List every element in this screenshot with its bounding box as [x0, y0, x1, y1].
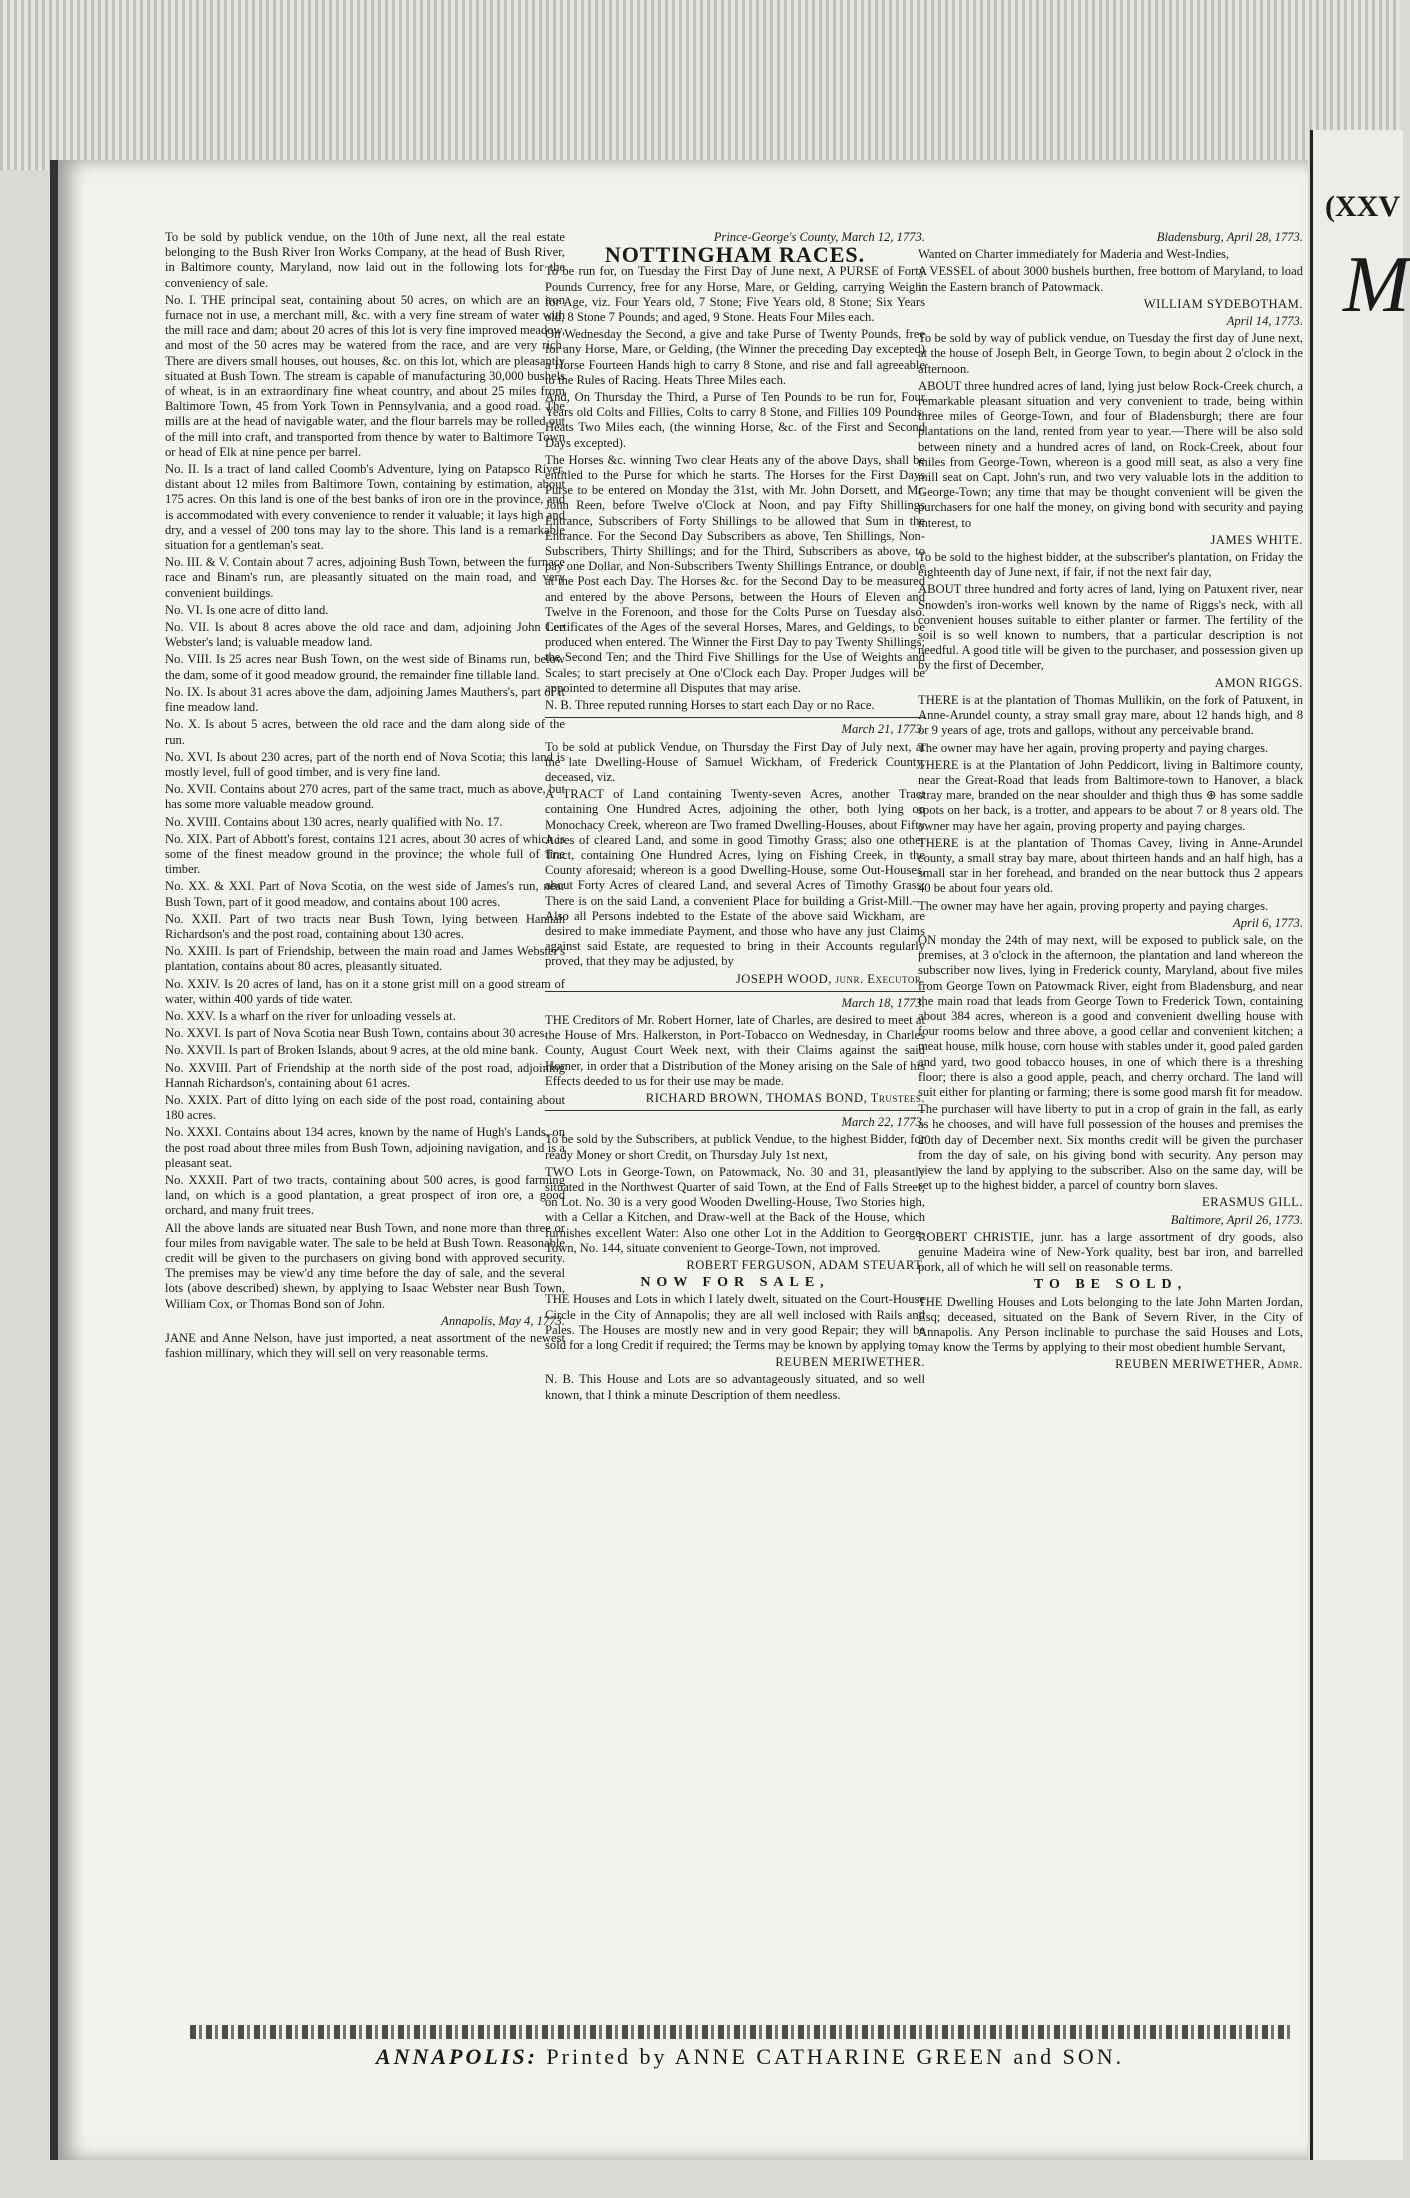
advertisement-text: To be sold by the Subscribers, at publick Vendue, to the highest Bidder, for ready Money or short Credit, on Thursday July 1st next, — [545, 1132, 925, 1162]
advertisement-text: THERE is at the plantation of Thomas Cavey, living in Anne-Arundel county, a small stray bay mare, about thirteen hands and an half high, has a small star in her forehead, and branded on the near buttock thus 2 appears 40 be about four years old. — [918, 835, 1303, 896]
column-divider-rule — [545, 1110, 925, 1111]
advertisement-text: THE Dwelling Houses and Lots belonging to the late John Marten Jordan, Esq; deceased, situated on the Bank of Severn River, in the City of Annapolis. Any Person inclinable to purchase the said Houses and Lots, may know the Terms by applying to their most obedient humble Servant, — [918, 1294, 1303, 1355]
advertisement-text: Wanted on Charter immediately for Maderia and West-Indies, — [918, 247, 1230, 262]
advertisement-text: On Wednesday the Second, a give and take Purse of Twenty Pounds, free for any Horse, Mare, or Gelding, (the Winner the preceding Day excepted) a Horse Fourteen Hands high to carry 8 Stone, and rise and fall agreeable to the Rules of Racing. Heats Three Miles each. — [545, 327, 925, 387]
advertisement-text: N. B. Three reputed running Horses to start each Day or no Race. — [545, 698, 875, 713]
advertisement-text: THE Creditors of Mr. Robert Horner, late of Charles, are desired to meet at the House of Mrs. Halkerston, in Port-Tobacco on Wednesday, in Charles County, August Court Week next, with their Claims against the said Horner, in order that a Distribution of the Money arising on the Sale of his Effects deeded to us for their use may be made. — [545, 1012, 925, 1088]
advertisement-text: To be run for, on Tuesday the First Day of June next, A PURSE of Forty Pounds Currency, free for any Horse, Mare, or Gelding, carrying Weight for Age, viz. Four Years old, 7 Stone; Five Years old, 8 Stone; Six Years old, 8 Stone 7 Pounds; and aged, 9 Stone. Heats Four Miles each. — [545, 264, 925, 325]
imprint-place: ANNAPOLIS: — [375, 2044, 538, 2069]
advertisement-text: No. X. Is about 5 acres, between the old race and the dam along side of the run. — [165, 717, 565, 747]
printer-imprint — [300, 2044, 1200, 2070]
ad-dateline: Bladensburg, April 28, 1773. — [1156, 230, 1303, 244]
ad-heading: TO BE SOLD, — [1033, 1277, 1188, 1293]
scan-background-top — [0, 0, 1400, 170]
advertisement-text: ROBERT CHRISTIE, junr. has a large assortment of dry goods, also genuine Madeira wine of New-York quality, best bar iron, and barrelled pork, all of which he will sell on reasonable terms. — [918, 1229, 1303, 1275]
ad-heading: NOW FOR SALE, — [640, 1275, 830, 1291]
advertisement-text: No. XXIII. Is part of Friendship, between the main road and James Webster's plantation, contains about 80 acres, pleasantly situated. — [165, 944, 565, 974]
advertisement-text: ABOUT three hundred acres of land, lying just below Rock-Creek church, a remarkable pleasant situation and very convenient to trade, being within three miles of George-Town, and four of Bladensburgh; there are four plantations on the land, rented from year to year.—There will be also sold between ninety and a hundred acres of land, on Rock-Creek, about four miles from George-Town, whereon is a good mill seat, as also a very fine mill seat on Capt. John's run, and two very valuable lots in the addition to George-Town; any time that may be thought convenient will be given the purchasers for one half the money, on giving bond with security and paying interest, to — [918, 378, 1303, 530]
ad-headline: NOTTINGHAM RACES. — [604, 242, 866, 268]
ad-dateline: Baltimore, April 26, 1773. — [1170, 1212, 1303, 1227]
advertisement-text: The owner may have her again, proving property and paying charges. — [918, 898, 1269, 913]
advertisement-text: No. III. & V. Contain about 7 acres, adjoining Bush Town, between the furnace race and Binam's run, are pleasantly situated on the main road, and very convenient buildings. — [165, 555, 565, 600]
column-left — [165, 230, 565, 1363]
column-right — [918, 230, 1303, 1375]
advertisement-text: To be sold by publick vendue, on the 10th of June next, all the real estate belonging to the Bush River Iron Works Company, at the head of Bush River, in Baltimore county, Maryland, now laid out in the following lots for the conveniency of sale. — [165, 230, 565, 290]
advertisement-text: No. XX. & XXI. Part of Nova Scotia, on the west side of James's run, near Bush Town, part of it good meadow, and contains about 100 acres. — [165, 879, 565, 909]
advertisement-text: TWO Lots in George-Town, on Patowmack, No. 30 and 31, pleasantly situated in the Northwest Quarter of said Town, at the End of Falls Street; on Lot. No. 30 is a very good Wooden Dwelling-House, Two Stories high, with a Cellar a Kitchen, and Draw-well at the Back of the House, which furnishes excellent Water: Also one other Lot in the Addition to George-Town, No. 144, situate convenient to George-Town, not improved. — [545, 1164, 925, 1255]
advertisement-text: The purchaser will have liberty to put in a crop of grain in the fall, as early as he chooses, and will have full possession of the houses and premises the 20th day of December next. Six months credit will be given the purchaser from the day of sale, on his giving bond with security. Any person may view the land by applying to the subscriber. Also on the same day, will be set up to the highest bidder, a parcel of country born slaves. — [918, 1102, 1303, 1193]
advertisement-text: To be sold at publick Vendue, on Thursday the First Day of July next, at the late Dwelling-House of Samuel Wickham, of Frederick County, deceased, viz. — [545, 739, 925, 784]
advertisement-text: And, On Thursday the Third, a Purse of Ten Pounds to be run for, Four Years old Colts and Fillies, Colts to carry 8 Stone, and Fillies 109 Pounds. Heats Two Miles each, (the winning Horse, &c. of the First and Second Days excepted). — [545, 390, 925, 450]
advertisement-text: No. I. THE principal seat, containing about 50 acres, on which are an iron furnace not in use, a merchant mill, &c. with a very fine stream of water with the mill race and dam; about 20 acres of this lot is very fine improved meadow, and most of the 50 acres may be watered from the race, and are very rich. There are divers small houses, out houses, &c. on this lot, which are pleasantly situated at Bush Town. The stream is capable of manufacturing 30,000 bushels of wheat, is in an extraordinary fine wheat country, and about 25 miles from Baltimore Town, 45 from York Town in Pennsylvania, and a good road. The mills are at the head of navigable water, and the flour barrels may be rolled out of the mill into craft, and transported from thence by water to Baltimore Town or head of Elk at nine pence per barrel. — [165, 292, 565, 459]
advertisement-text: No. VII. Is about 8 acres above the old race and dam, adjoining John Lee Webster's land; is valuable meadow land. — [165, 620, 565, 650]
column-middle — [545, 230, 925, 1405]
ad-signature: AMON RIGGS. — [1214, 675, 1303, 690]
imprint-printer: Printed by ANNE CATHARINE GREEN and SON. — [546, 2044, 1125, 2069]
advertisement-text: The Horses &c. winning Two clear Heats any of the above Days, shall be entitled to the Purse for which he starts. The Horses for the First Days Purse to be entered on Monday the 31st, with Mr. John Dorsett, and Mr. John Reen, before Twelve o'Clock at Noon, and pay Fifty Shillings Entrance, Subscribers of Forty Shillings to be allowed that Sum in the Entrance. For the Second Day Subscribers as above, Ten Shillings, Non-Subscribers, Thirty Shillings; and for the Third, Subscribers as above, to pay one Dollar, and Non-Subscribers Twenty Shillings Entrance, or double at the Post each Day. The Horses &c. for the Second Day to be measured and entered by the above Persons, between the Hours of Eleven and Twelve in the Forenoon, and those for the Colts Purse on Tuesday also. Certificates of the Ages of the several Horses, Mares, and Geldings, to be produced when entered. The Winner the First Day to pay Twenty Shillings; the Second Ten; and the Third Five Shillings for the Use of Weights and Scales; to start precisely at One o'Clock each Day. Proper Judges will be appointed to determine all Disputes that may arise. — [545, 452, 925, 695]
ad-signature: JAMES WHITE. — [1210, 532, 1303, 547]
ad-dateline: April 6, 1773. — [1233, 915, 1303, 930]
column-divider-rule — [545, 991, 925, 992]
column-divider-rule — [545, 717, 925, 718]
ad-dateline: Prince-George's County, March 12, 1773. — [713, 230, 925, 244]
advertisement-text: No. XXVI. Is part of Nova Scotia near Bush Town, contains about 30 acres. — [165, 1026, 548, 1041]
advertisement-text: ON monday the 24th of may next, will be exposed to publick sale, on the premises, at 3 o'clock in the afternoon, the plantation and land whereon the subscriber now lives, lying in Frederick county, Maryland, about five miles from George Town on Patowmack River, eight from Bladensburg, and near the main road that leads from George Town to Frederick Town, containing about 384 acres, whereon is a good and convenient dwelling house with four rooms below and three above, a good cellar and convenient kitchen; a meat house, milk house, corn house with stables under it, good paled garden and yard, two good tobacco houses, in one of which there is a threshing floor; there is also a good apple, peach, and cherry orchard. The land will suit either for planting or farming; there is some good marsh fit for meadow. — [918, 932, 1303, 1099]
adjacent-page-header: (XXV — [1325, 190, 1400, 223]
ad-dateline: Annapolis, May 4, 1773. — [441, 1313, 565, 1328]
advertisement-text: No. VI. Is one acre of ditto land. — [165, 602, 329, 617]
advertisement-text: No. XXVII. Is part of Broken Islands, about 9 acres, at the old mine bank. — [165, 1043, 539, 1058]
advertisement-text: THERE is at the Plantation of John Peddicort, living in Baltimore county, near the Great-Road that leads from Baltimore-town to Hanover, a black stray mare, branded on the near shoulder and thigh thus ⊕ has some saddle spots on her back, is a trotter, and appears to be about 7 or 8 years old. The owner may have her again, proving property and paying charges. — [918, 757, 1303, 833]
advertisement-text: A VESSEL of about 3000 bushels burthen, free bottom of Maryland, to load in the Eastern branch of Patowmack. — [918, 264, 1303, 294]
ad-signature: RICHARD BROWN, THOMAS BOND, Trustees. — [645, 1090, 925, 1105]
ad-signature: WILLIAM SYDEBOTHAM. — [1143, 296, 1303, 311]
ad-dateline: March 21, 1773. — [841, 722, 925, 737]
advertisement-text: No. XVII. Contains about 270 acres, part of the same tract, much as above, but has some more valuable meadow ground. — [165, 782, 565, 812]
ad-dateline: April 14, 1773. — [1226, 314, 1303, 329]
advertisement-text: No. II. Is a tract of land called Coomb's Adventure, lying on Patapsco River, distant about 12 miles from Baltimore Town, containing by estimation, about 175 acres. On this land is one of the best banks of iron ore in the province, and is accommodated with every convenience to render it valuable; it lays high and dry, and a vessel of 200 tons may lay to the shore. This land is a remarkable situation for a gentleman's seat. — [165, 462, 565, 553]
advertisement-text: No. VIII. Is 25 acres near Bush Town, on the west side of Binams run, below the dam, some of it good meadow ground, the remainder fine tillable land. — [165, 652, 565, 682]
advertisement-text: No. IX. Is about 31 acres above the dam, adjoining James Mauthers's, part of it fine meadow land. — [165, 684, 565, 715]
advertisement-text: No. XXIX. Part of ditto lying on each side of the post road, containing about 180 acres. — [165, 1092, 565, 1123]
advertisement-text: The owner may have her again, proving property and paying charges. — [918, 740, 1269, 755]
adjacent-page-edge — [1310, 130, 1410, 2160]
ad-dateline: March 22, 1773. — [841, 1115, 925, 1130]
advertisement-text: N. B. This House and Lots are so advantageously situated, and so well known, that I think a minute Description of them needless. — [545, 1372, 925, 1402]
advertisement-text: No. XXIV. Is 20 acres of land, has on it a stone grist mill on a good stream of water, within 400 yards of tide water. — [165, 976, 565, 1006]
advertisement-text: JANE and Anne Nelson, have just imported, a neat assortment of the newest fashion millinary, which they will sell on very reasonable terms. — [165, 1331, 565, 1361]
advertisement-text: No. XVI. Is about 230 acres, part of the north end of Nova Scotia; this land is mostly level, full of good timber, and is very fine land. — [165, 749, 565, 779]
advertisement-text: No. XXV. Is a wharf on the river for unloading vessels at. — [165, 1008, 456, 1023]
ad-signature: JOSEPH WOOD, junr. Executor. — [735, 971, 925, 986]
advertisement-text: To be sold by way of publick vendue, on Tuesday the first day of June next, at the house of Joseph Belt, in George Town, to begin about 2 o'clock in the afternoon. — [918, 331, 1303, 376]
ornamental-rule — [190, 2025, 1290, 2039]
advertisement-text: No. XIX. Part of Abbott's forest, contains 121 acres, about 30 acres of which is some of the finest meadow ground in the province; the whole full of fine timber. — [165, 831, 565, 877]
advertisement-text: No. XXXII. Part of two tracts, containing about 500 acres, is good farming land, on which is a good plantation, a great prospect of iron ore, a good orchard, and many fruit trees. — [165, 1172, 565, 1218]
advertisement-text: No. XVIII. Contains about 130 acres, nearly qualified with No. 17. — [165, 814, 503, 829]
advertisement-text: To be sold to the highest bidder, at the subscriber's plantation, on Friday the eighteenth day of June next, if fair, if not the next fair day, — [918, 550, 1303, 580]
advertisement-text: A TRACT of Land containing Twenty-seven Acres, another Tract containing One Hundred Acres, adjoining the other, both lying on Monochacy Creek, whereon are Two framed Dwelling-Houses, about Fifty Acres of cleared Land, and some in good Timothy Grass; also one other Tract, containing One Hundred Acres, lying on Fishing Creek, in the County aforesaid; whereon is a good Dwelling-House, some Out-Houses, about Forty Acres of cleared Land, and several Acres of Timothy Grass: There is on the said Land, a convenient Place for building a Grist-Mill.—Also all Persons indebted to the Estate of the above said Wickham, are desired to make immediate Payment, and those who have any just Claims against said Estate, are requested to bring in their Accounts regularly proved, that they may be adjusted, by — [545, 787, 925, 969]
advertisement-text: No. XXII. Part of two tracts near Bush Town, lying between Hannah Richardson's and the post road, containing about 130 acres. — [165, 911, 565, 941]
ad-signature: REUBEN MERIWETHER. — [775, 1355, 925, 1370]
advertisement-text: No. XXXI. Contains about 134 acres, known by the name of Hugh's Lands, on the post road about three miles from Bush Town, adjoining navigation, and is a pleasant seat. — [165, 1125, 565, 1170]
ad-signature: ROBERT FERGUSON, ADAM STEUART. — [686, 1258, 925, 1272]
advertisement-text: No. XXVIII. Part of Friendship at the north side of the post road, adjoining Hannah Richardson's, containing about 61 acres. — [165, 1060, 565, 1090]
ad-signature: REUBEN MERIWETHER, Admr. — [1115, 1357, 1303, 1372]
advertisement-text: ABOUT three hundred and forty acres of land, lying on Patuxent river, near Snowden's iron-works well known by the name of Riggs's neck, with all convenient houses suitable to either planter or farmer. The fertility of the soil is so well known to numbers, that a particular description is not needful. A good title will be given to the purchaser, and possession given up by the first of December, — [918, 582, 1303, 673]
advertisement-text: THERE is at the plantation of Thomas Mullikin, on the fork of Patuxent, in Anne-Arundel county, a stray small gray mare, about 12 hands high, and 8 or 9 years of age, trots and gallops, without any perceivable brand. — [918, 692, 1303, 738]
adjacent-page-initial: M — [1343, 241, 1410, 329]
ad-signature: ERASMUS GILL. — [1202, 1195, 1303, 1210]
advertisement-text: All the above lands are situated near Bush Town, and none more than three or four miles from navigable water. The sale to be held at Bush Town. Reasonable credit will be given to the purchasers on giving bond with approved security. The premises may be view'd any time before the day of sale, and the several lots (above described) shewn, by applying to Isaac Webster near Bush Town, William Cox, or Thomas Bond son of John. — [165, 1220, 565, 1311]
ad-dateline: March 18, 1773. — [841, 995, 925, 1010]
advertisement-text: THE Houses and Lots in which I lately dwelt, situated on the Court-House Circle in the City of Annapolis; they are all well inclosed with Rails and Pales. The Houses are mostly new and in very good Repair; they will be sold for a long Credit if required; the Terms may be known by applying to — [545, 1292, 925, 1353]
